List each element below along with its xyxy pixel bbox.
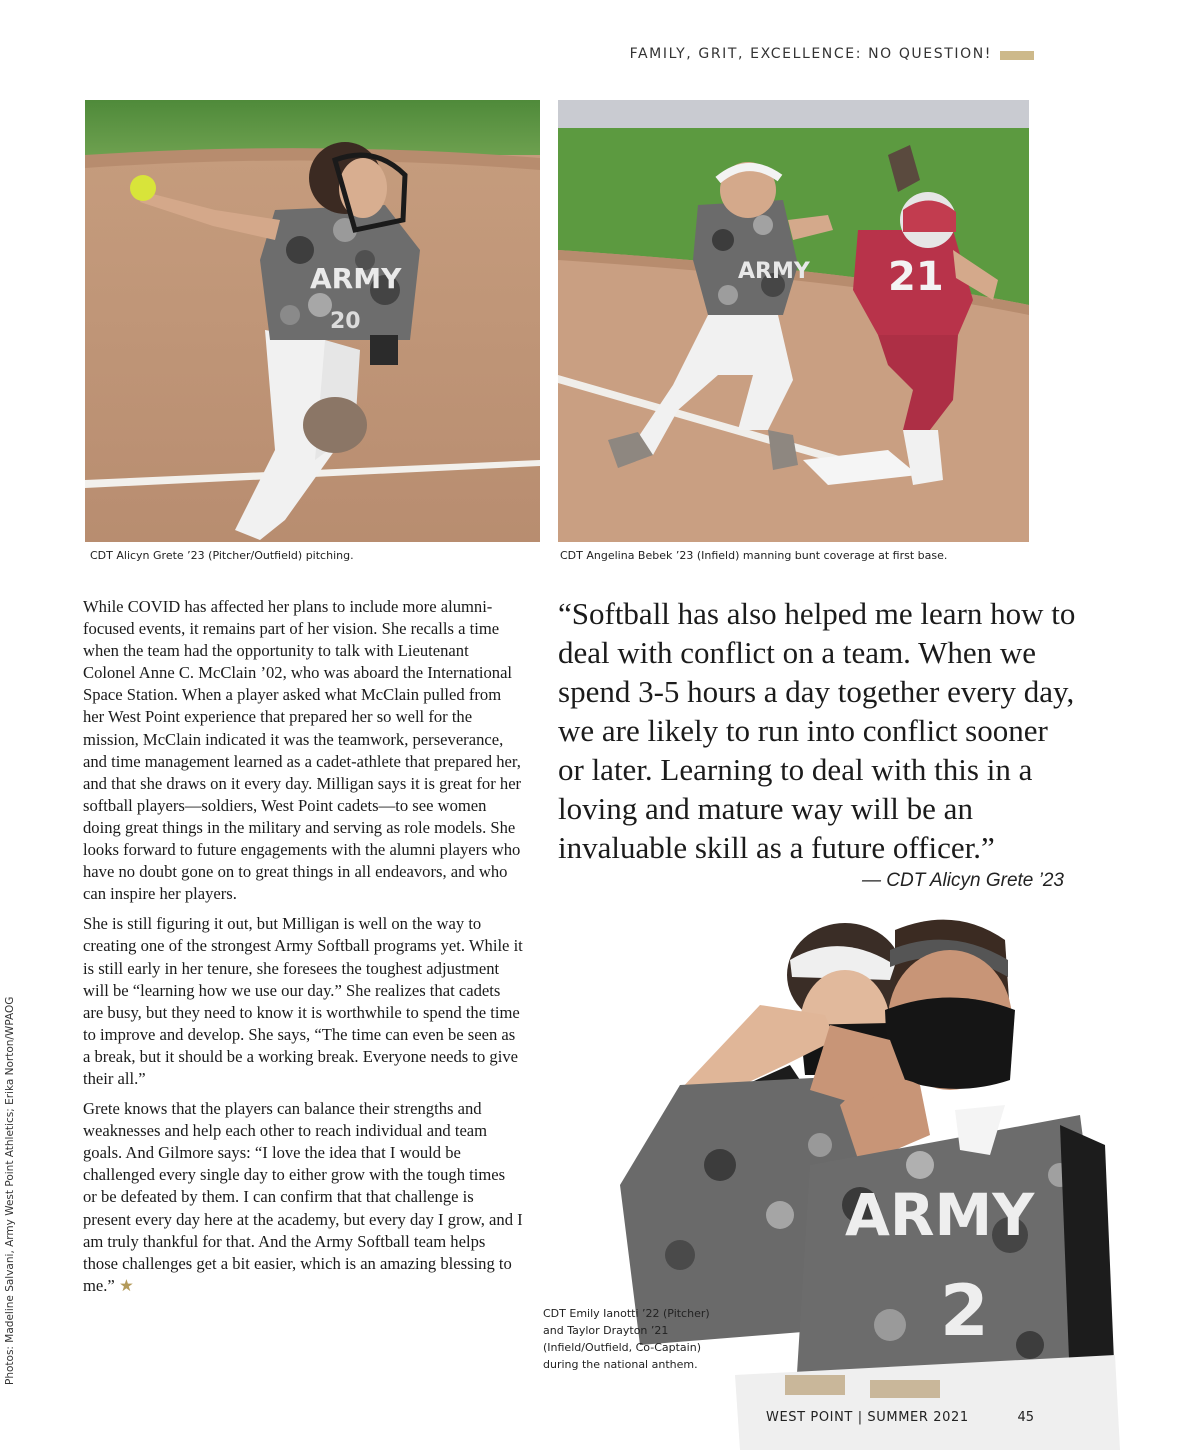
photo-caption: CDT Alicyn Grete ’23 (Pitcher/Outfield) pitching. (90, 549, 354, 562)
article-paragraph: She is still figuring it out, but Milligan is well on the way to creating one of the strongest Army Softball programs yet. While it is still early in her tenure, she foresees the toughest adjustment will be “learning how we use our day.” She realizes that cadets are busy, but they need to know it is worthwhile to spend the time to improve and develop. She says, “The time can even be seen as a break, but it should be a working break. Everyone needs to give their all.” (83, 914, 523, 1088)
jersey-text-army-fielder: ARMY (738, 259, 810, 284)
footer-publication-name: WEST POINT (766, 1410, 853, 1425)
footer-separator: | (857, 1410, 863, 1425)
page-footer (766, 1410, 1034, 1430)
article-body (83, 596, 523, 1305)
page-number: 45 (1017, 1410, 1034, 1425)
jersey-number-opponent: 21 (888, 254, 944, 300)
footer-publication (766, 1410, 969, 1425)
section-header (629, 46, 1034, 66)
jersey-number-pitcher: 20 (330, 309, 361, 334)
pull-quote: “Softball has also helped me learn how to deal with conflict on a team. When we spend 3-5 hours a day together every day, we are likely to run into conflict sooner or later. Learning to deal with this in a loving and mature way will be an invaluable skill as a future officer.” (558, 596, 1076, 865)
photo-pitcher (85, 100, 540, 542)
jersey-text-army: ARMY (310, 262, 402, 295)
star-icon: ★ (118, 1275, 134, 1295)
photo-credit: Photos: Madeline Salvani, Army West Point Athletics; Erika Norton/WPAOG (4, 996, 16, 1385)
article-paragraph: While COVID has affected her plans to include more alumni-focused events, it remains part of her vision. She recalls a time when the team had the opportunity to talk with Lieutenant Colonel Anne C. McClain ’02, who was aboard the International Space Station. When a player asked what McClain pulled from her West Point experience that prepared her so well for the mission, McClain indicated it was the teamwork, perseverance, and time management learned as a cadet-athlete that prepared her, and that she draws on it every day. Milligan says it is great for her softball players—soldiers, West Point cadets—to see women doing great things in the military and serving as role models. She looks forward to future engagements with the alumni players who have no doubt gone on to great things in all endeavors, and who can inspire her players. (83, 597, 522, 904)
jersey-text-army-salute: ARMY (845, 1181, 1035, 1249)
pull-quote-attribution: — CDT Alicyn Grete ’23 (861, 870, 1064, 891)
photo-caption: CDT Angelina Bebek ’23 (Infield) manning bunt coverage at first base. (560, 549, 948, 562)
photo-first-base (558, 100, 1029, 542)
jersey-number-salute: 2 (940, 1270, 989, 1352)
header-accent-bar (1000, 51, 1034, 60)
article-paragraph-text: Grete knows that the players can balance their strengths and weaknesses and help each other to reach individual and team goals. And Gilmore says: “I love the idea that I would be challenged every single day to either grow with the tough times or be defeated by them. I can confirm that that challenge is present every day here at the academy, but every day I grow, and I am truly thankful for that. And the Army Softball team helps those challenges get a bit easier, which is an amazing blessing to me.” (83, 1099, 523, 1295)
photo-caption: CDT Emily Ianotti ’22 (Pitcher) and Taylor Drayton ’21 (Infield/Outfield, Co-Captain) during the national anthem. (543, 1307, 710, 1371)
article-paragraph (83, 1098, 523, 1297)
section-title: FAMILY, GRIT, EXCELLENCE: NO QUESTION! (629, 46, 992, 62)
footer-issue: SUMMER 2021 (867, 1410, 969, 1425)
